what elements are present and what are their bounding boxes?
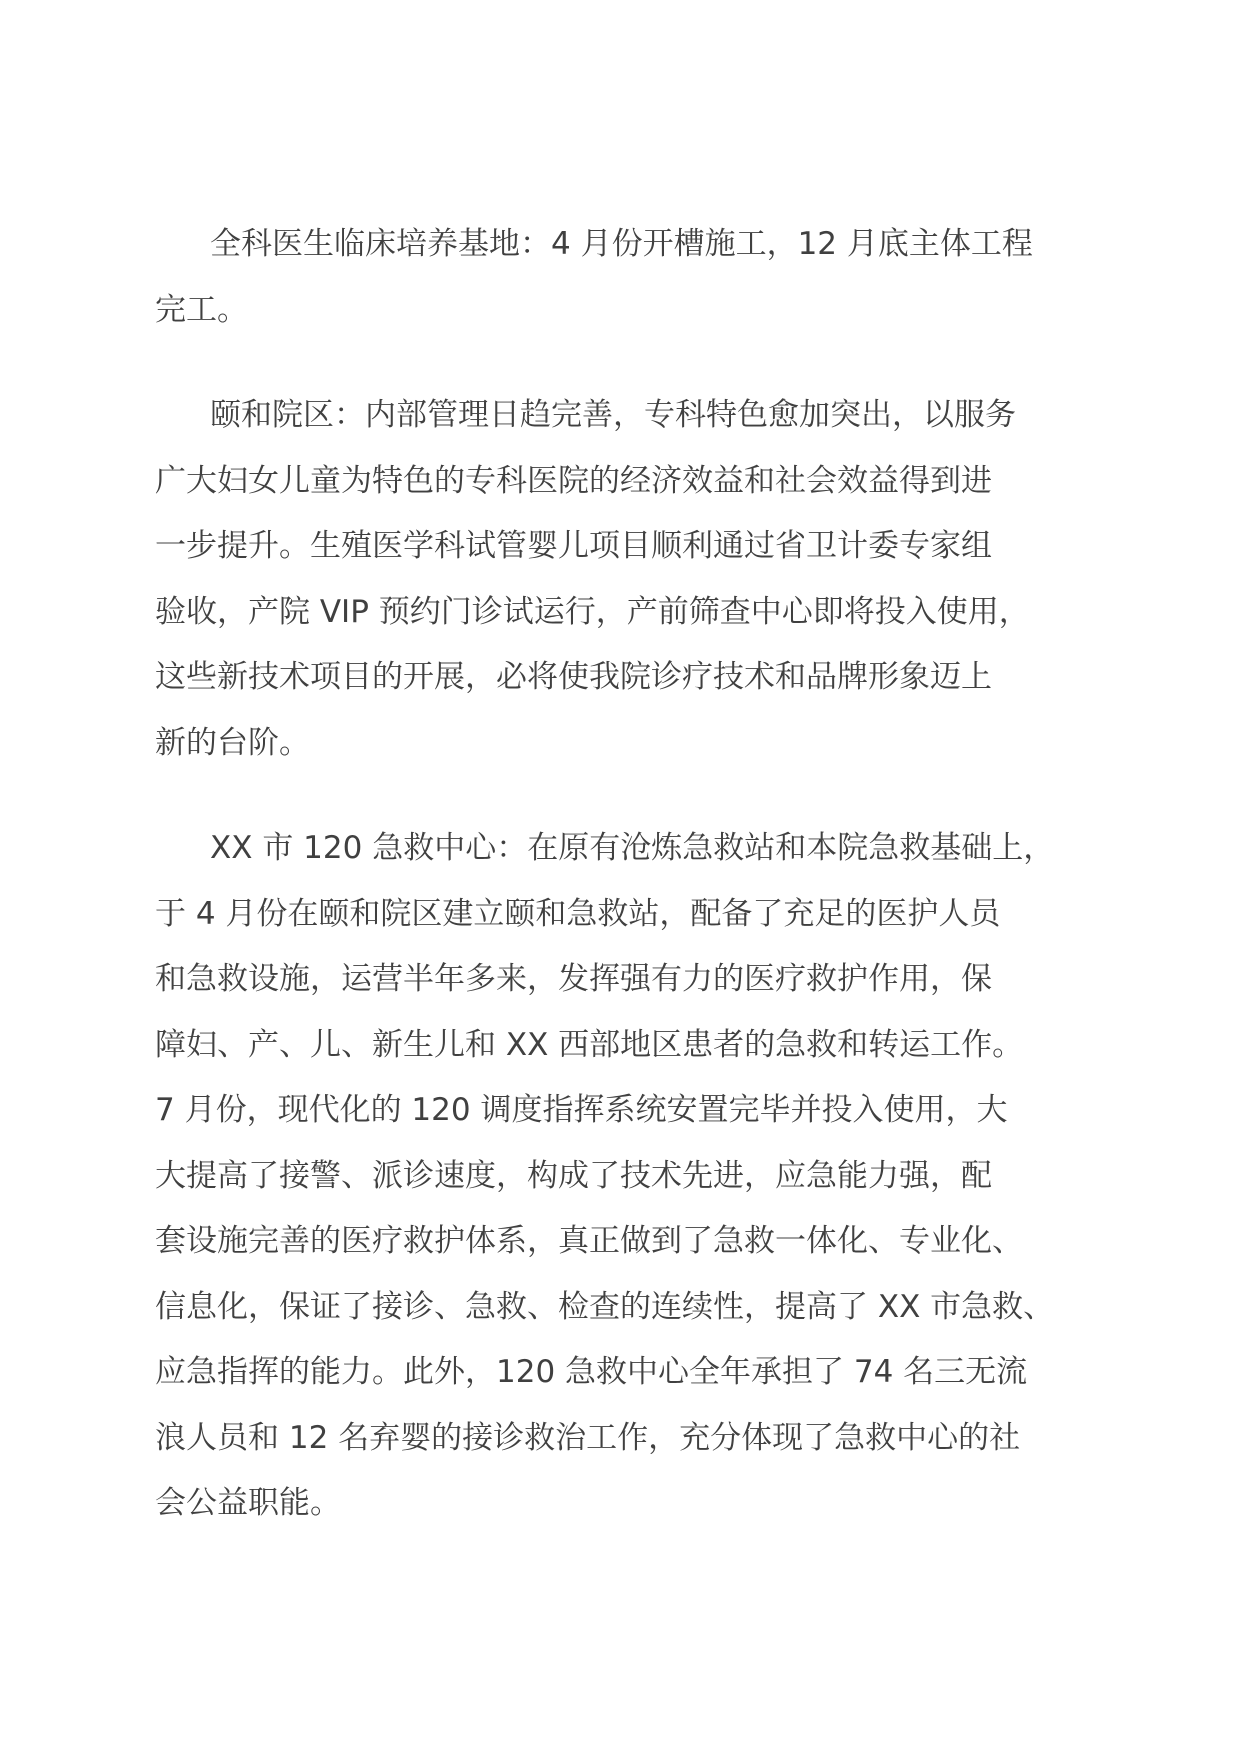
text-line: 浪人员和 12 名弃婴的接诊救治工作，充分体现了急救中心的社: [155, 1419, 1021, 1456]
text-line: 会公益职能。: [155, 1485, 341, 1521]
paragraph-training-base: [155, 212, 1100, 343]
text-line: 广大妇女儿童为特色的专科医院的经济效益和社会效益得到进: [155, 462, 992, 499]
text-line: 应急指挥的能力。此外，120 急救中心全年承担了 74 名三无流: [155, 1354, 1028, 1390]
text-line: 验收，产院 VIP 预约门诊试运行，产前筛查中心即将投入使用，: [155, 593, 1030, 630]
text-line: 于 4 月份在颐和院区建立颐和急救站，配备了充足的医护人员: [155, 895, 1001, 932]
text-line: 一步提升。生殖医学科试管婴儿项目顺利通过省卫计委专家组: [155, 528, 992, 564]
text-line: 颐和院区：内部管理日趋完善，专科特色愈加突出，以服务: [210, 397, 1016, 433]
text-line: 完工。: [155, 291, 248, 328]
text-line: 信息化，保证了接诊、急救、检查的连续性，提高了 XX 市急救、: [155, 1288, 1055, 1325]
text-line: 全科医生临床培养基地：4 月份开槽施工，12 月底主体工程: [210, 226, 1033, 262]
text-line: 障妇、产、儿、新生儿和 XX 西部地区患者的急救和转运工作。: [155, 1026, 1024, 1063]
document-body: [155, 212, 1100, 1577]
text-line: 这些新技术项目的开展，必将使我院诊疗技术和品牌形象迈上: [155, 659, 992, 695]
paragraph-yihe-campus: [155, 383, 1100, 776]
paragraph-emergency-center: [155, 816, 1100, 1537]
text-line: 新的台阶。: [155, 724, 310, 761]
text-line: XX 市 120 急救中心：在原有沧炼急救站和本院急救基础上，: [210, 830, 1055, 866]
text-line: 大提高了接警、派诊速度，构成了技术先进，应急能力强，配: [155, 1157, 992, 1194]
text-line: 7 月份，现代化的 120 调度指挥系统安置完毕并投入使用，大: [155, 1092, 1008, 1128]
text-line: 套设施完善的医疗救护体系，真正做到了急救一体化、专业化、: [155, 1223, 1023, 1259]
text-line: 和急救设施，运营半年多来，发挥强有力的医疗救护作用，保: [155, 961, 992, 997]
